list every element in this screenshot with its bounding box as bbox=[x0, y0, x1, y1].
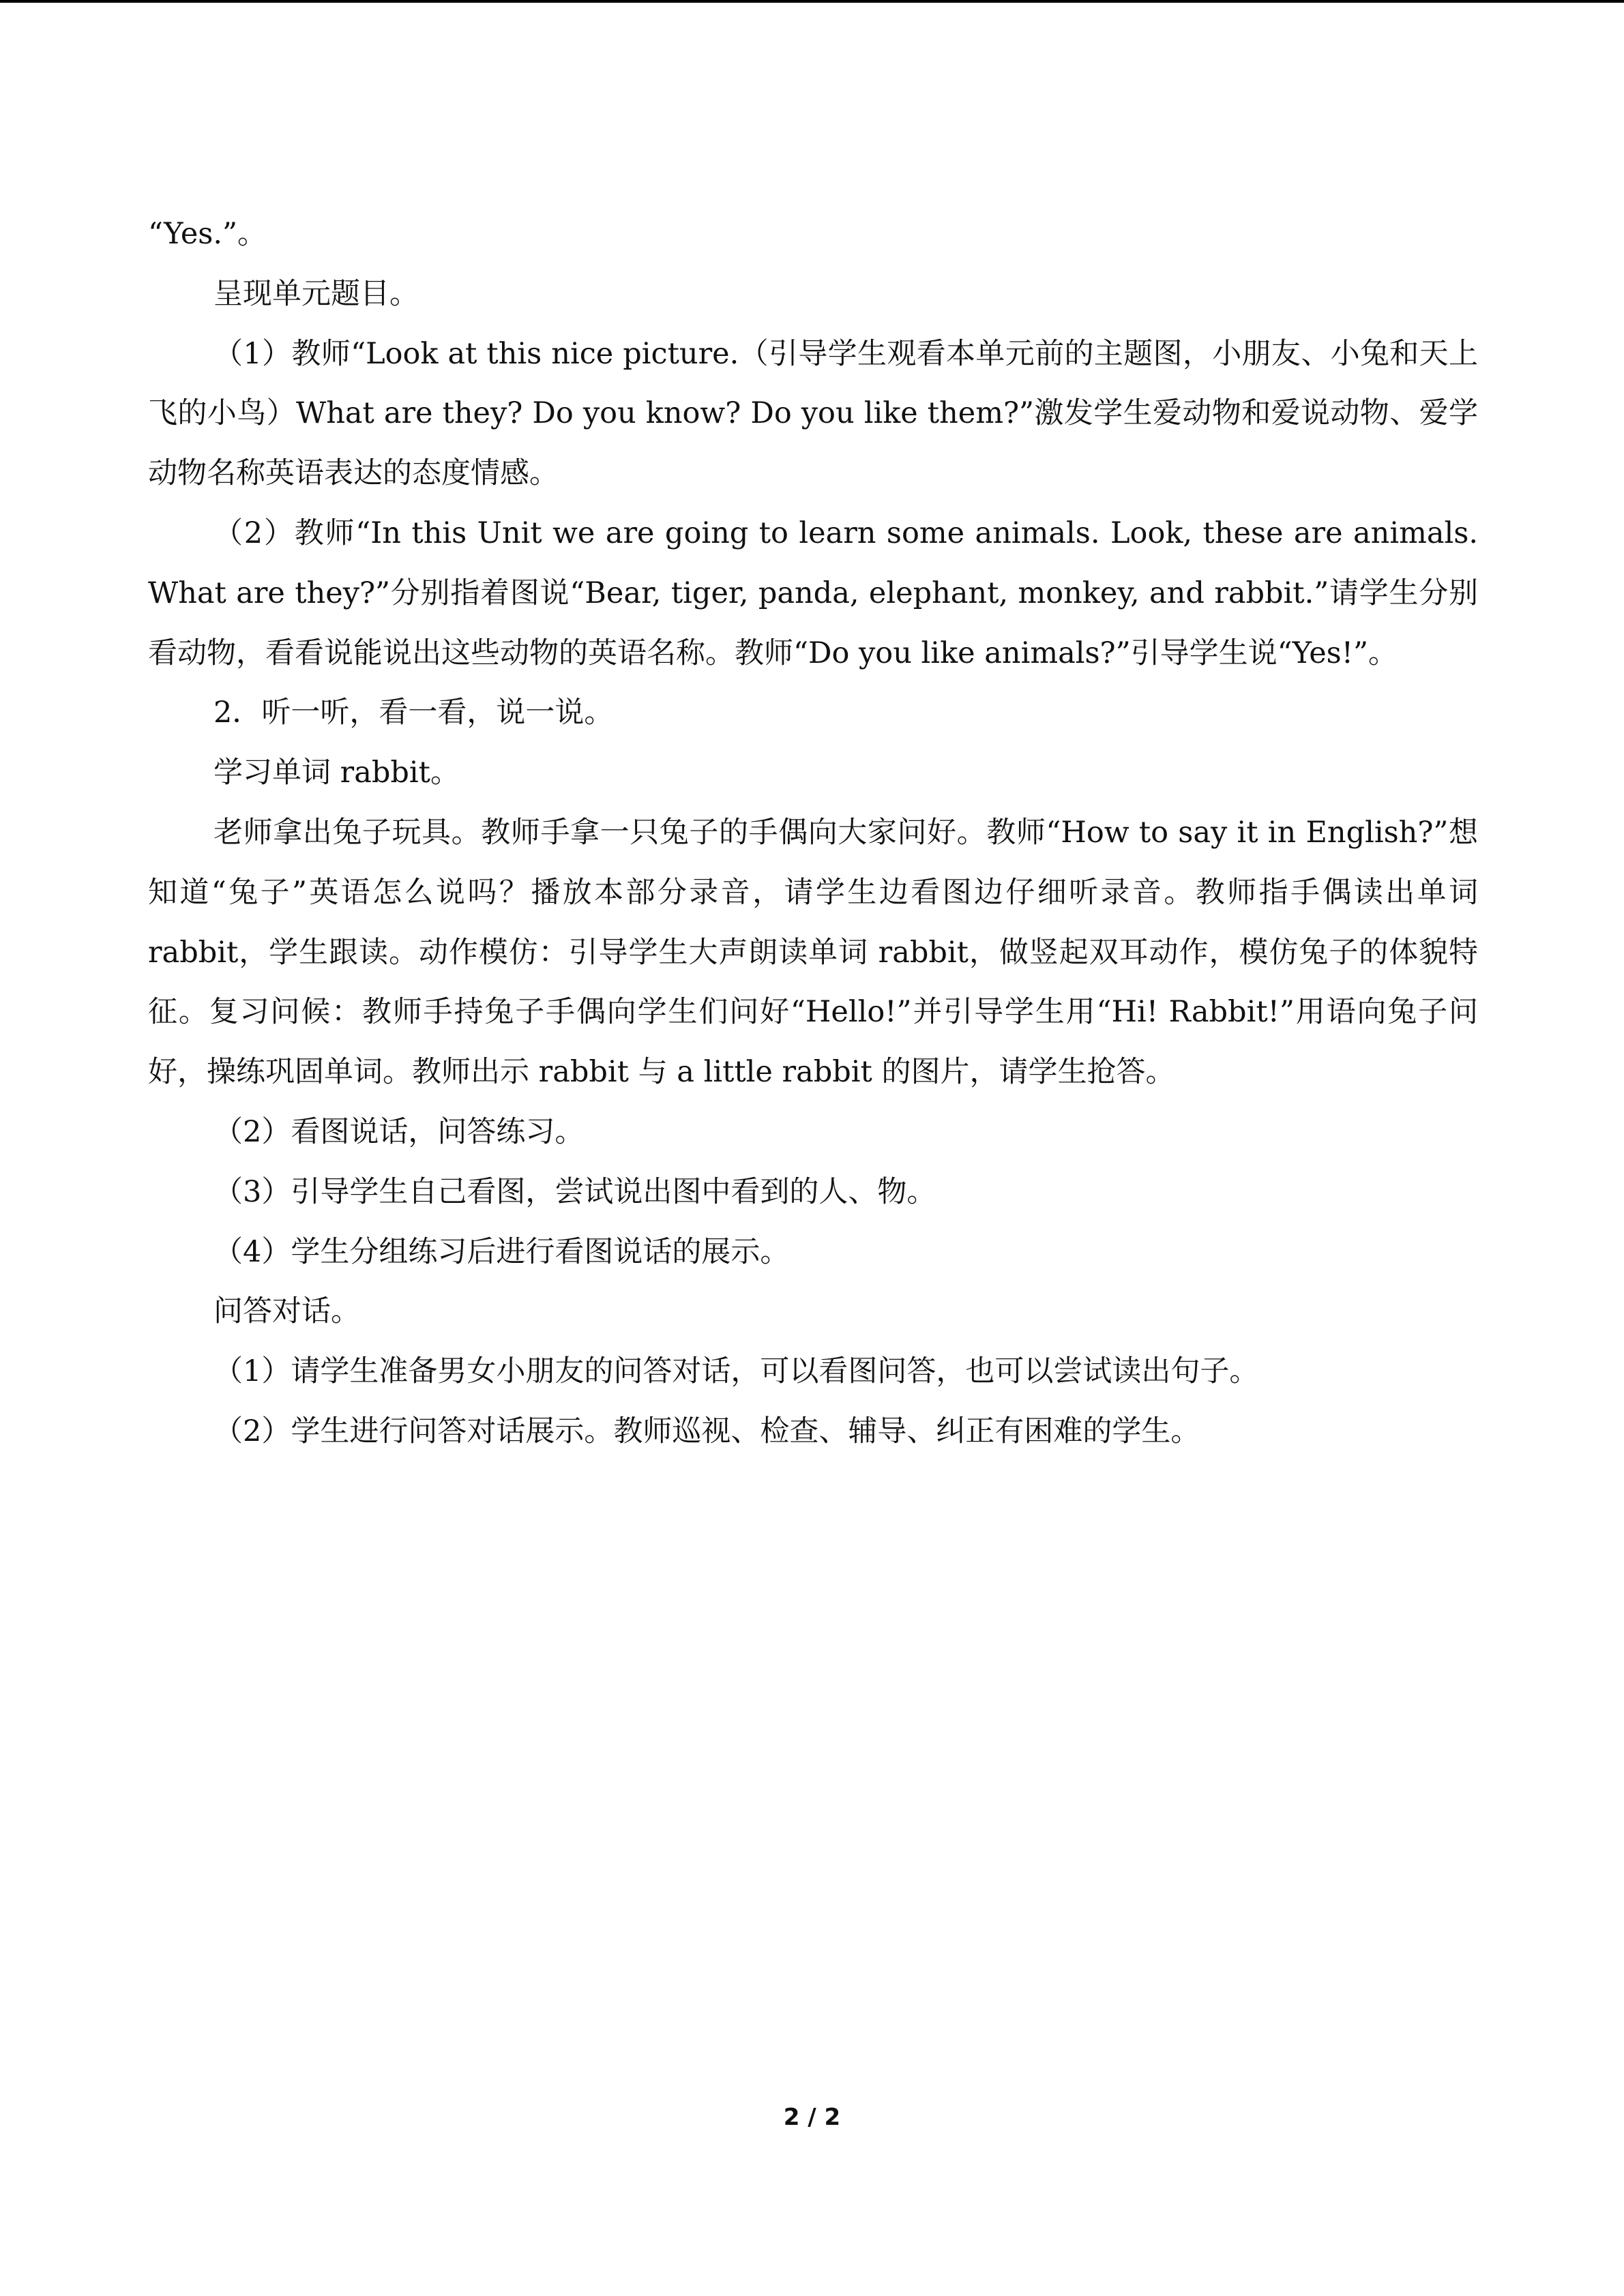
paragraph-10: （4）学生分组练习后进行看图说话的展示。 bbox=[213, 1234, 790, 1269]
paragraph-4: （2）教师“In this Unit we are going to learn some animals. Look, these are animals. What are they?”分别指着图说“Bear, tiger, panda, elephant, monkey, and rabbit.”请学生分别看动物，看看说能说出这些动物的英语名称。教师“Do you like animals?”引导学生说“Yes!”。 bbox=[148, 516, 1478, 670]
paragraph-9: （3）引导学生自己看图，尝试说出图中看到的人、物。 bbox=[213, 1174, 936, 1209]
paragraph-3: （1）教师“Look at this nice picture.（引导学生观看本单元前的主题图，小朋友、小兔和天上飞的小鸟）What are they? Do you know? Do you like them?”激发学生爱动物和爱说动物、爱学动物名称英语表达的态度情感。 bbox=[148, 336, 1478, 491]
page-top-border bbox=[0, 0, 1624, 3]
paragraph-1: “Yes.”。 bbox=[148, 217, 267, 251]
paragraph-12: （1）请学生准备男女小朋友的问答对话，可以看图问答，也可以尝试读出句子。 bbox=[213, 1354, 1259, 1389]
page-number: 2 / 2 bbox=[783, 2104, 841, 2131]
paragraph-8: （2）看图说话，问答练习。 bbox=[213, 1114, 585, 1149]
paragraph-5: 2．听一听，看一看，说一说。 bbox=[213, 696, 614, 730]
paragraph-11: 问答对话。 bbox=[213, 1294, 360, 1329]
paragraph-6: 学习单词 rabbit。 bbox=[213, 756, 460, 790]
document-body bbox=[148, 205, 1478, 1462]
paragraph-7: 老师拿出兔子玩具。教师手拿一只兔子的手偶向大家问好。教师“How to say it in English?”想知道“兔子”英语怎么说吗？播放本部分录音，请学生边看图边仔细听录音。教师指手偶读出单词 rabbit，学生跟读。动作模仿：引导学生大声朗读单词 rabbit，做竖起双耳动作，模仿兔子的体貌特征。复习问候：教师手持兔子手偶向学生们问好“Hello!”并引导学生用“Hi! Rabbit!”用语向兔子问好，操练巩固单词。教师出示 rabbit 与 a little rabbit 的图片，请学生抢答。 bbox=[148, 815, 1478, 1090]
paragraph-2: 呈现单元题目。 bbox=[213, 276, 419, 311]
paragraph-13: （2）学生进行问答对话展示。教师巡视、检查、辅导、纠正有困难的学生。 bbox=[213, 1414, 1200, 1448]
